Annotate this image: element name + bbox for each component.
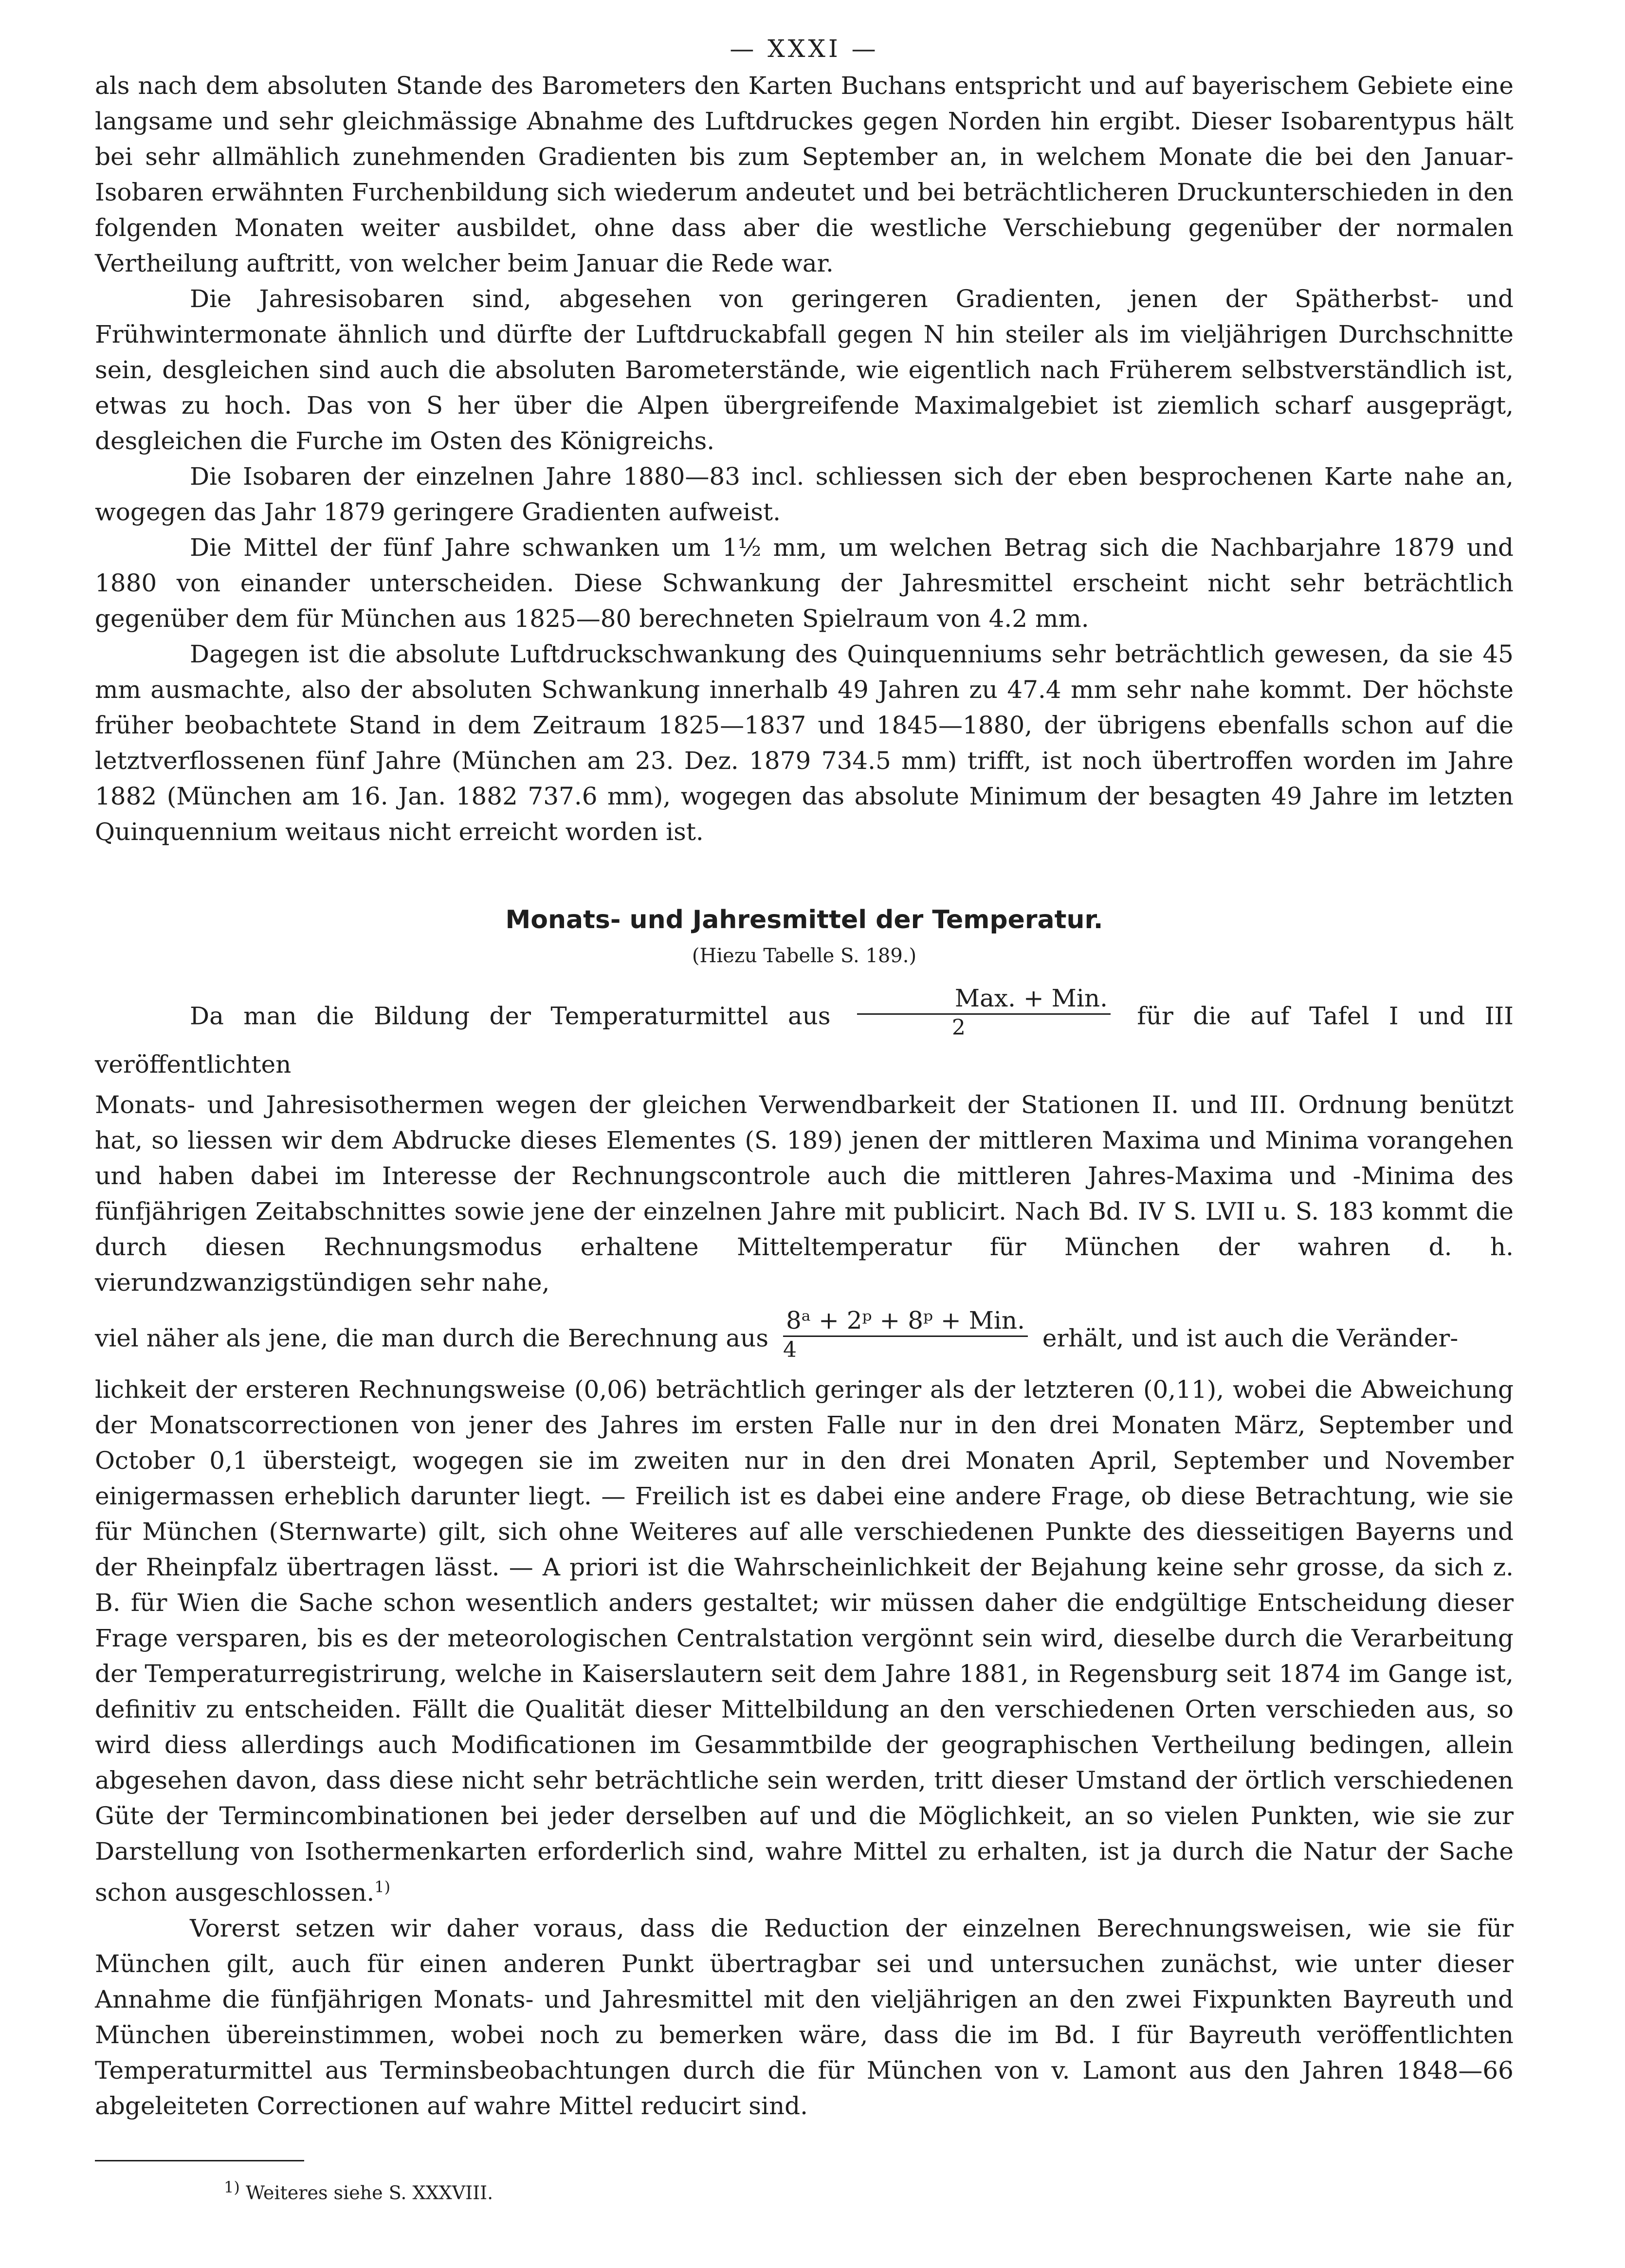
section-title: Monats- und Jahresmittel der Temperatur. (505, 905, 1103, 934)
formula-line-2 (95, 1306, 1514, 1369)
paragraph-variability (95, 1372, 1514, 1911)
paragraph-assumption: Vorerst setzen wir daher voraus, dass die Reduction der einzelnen Berechnungsweisen, wie sie für München gilt, auch für einen anderen Punkt übertragbar sei und untersuchen zunächst, wie unter dieser Annahme die fünfjährigen Monats- und Jahresmittel mit den vieljährigen an den zwei Fixpunkten Bayreuth und München übereinstimmen, wobei noch zu bemerken wäre, dass die im Bd. I für Bayreuth veröffentlichten Temperaturmittel aus Terminsbeobachtungen durch die für München von v. Lamont aus den Jahren 1848—66 abgeleiteten Correctionen auf wahre Mittel reducirt sind. (95, 1914, 1514, 2120)
footnote-mark: 1) (224, 2177, 240, 2196)
fraction-numerator: Max. + Min. (857, 983, 1111, 1015)
formula-2-before: viel näher als jene, die man durch die Berechnung aus (95, 1324, 769, 1353)
paragraph-temperature-method: Monats- und Jahresisothermen wegen der gleichen Verwendbarkeit der Stationen II. und III. Ordnung benützt hat, so liessen wir dem Abdrucke dieses Elementes (S. 189) jenen der mittleren Maxima und Minima vorangehen und haben dabei im Interesse der Rechnungscontrole auch die mittleren Jahres-Maxima und -Minima des fünfjährigen Zeitabschnittes sowie jene der einzelnen Jahre mit publicirt. Nach Bd. IV S. LVII u. S. 183 kommt die durch diesen Rechnungsmodus erhaltene Mitteltemperatur für München der wahren d. h. vierundzwanzigstündigen sehr nahe, (95, 1091, 1514, 1297)
fraction-numerator: 8ᵃ + 2ᵖ + 8ᵖ + Min. (783, 1305, 1028, 1337)
formula-1-before: Da man die Bildung der Temperaturmittel aus (190, 1002, 831, 1030)
formula-line-1 (95, 984, 1514, 1082)
page (95, 29, 1514, 2203)
formula-2-after: erhält, und ist auch die Veränder- (1042, 1324, 1459, 1353)
paragraph-single-years: Die Isobaren der einzelnen Jahre 1880—83 incl. schliessen sich der eben besprochenen Karte nahe an, wogegen das Jahr 1879 geringere Gradienten aufweist. (95, 462, 1514, 526)
formula-1-after: für die auf Tafel I und III veröffentlichten (95, 1002, 1514, 1079)
paragraph-isobar-type: als nach dem absoluten Stande des Barometers den Karten Buchans entspricht und auf bayerischem Gebiete eine langsame und sehr gleichmässige Abnahme des Luftdruckes gegen Norden hin ergibt. Dieser Isobarentypus hält bei sehr allmählich zunehmenden Gradienten bis zum September an, in welchem Monate die bei den Januar-Isobaren erwähnten Furchenbildung sich wiederum andeutet und bei beträchtlicheren Druckunterschieden in den folgenden Monaten weiter ausbildet, ohne dass aber die westliche Verschiebung gegenüber der normalen Vertheilung auftritt, von welcher beim Januar die Rede war. (95, 72, 1514, 277)
fraction-terms (783, 1305, 1028, 1363)
paragraph-variability-text: lichkeit der ersteren Rechnungsweise (0,06) beträchtlich geringer als der letzteren (0,11), wobei die Abweichung der Monatscorrectionen von jener des Jahres im ersten Falle nur in den drei Monaten März, September und October 0,1 übersteigt, wogegen sie im zweiten nur in den drei Monaten April, September und November einigermassen erheblich darunter liegt. — Freilich ist es dabei eine andere Frage, ob diese Betrachtung, wie sie für München (Sternwarte) gilt, sich ohne Weiteres auf alle verschiedenen Punkte des diesseitigen Bayerns und der Rheinpfalz übertragen lässt. — A priori ist die Wahrscheinlichkeit der Bejahung keine sehr grosse, da sich z. B. für Wien die Sache schon wesentlich anders gestaltet; wir müssen daher die endgültige Entscheidung dieser Frage versparen, bis es der meteorologischen Centralstation vergönnt sein wird, dieselbe durch die Verarbeitung der Temperaturregistrirung, welche in Kaiserslautern seit dem Jahre 1881, in Regensburg seit 1874 im Gange ist, definitiv zu entscheiden. Fällt die Qualität dieser Mittelbildung an den verschiedenen Orten verschieden aus, so wird diess allerdings auch Modificationen im Gesammtbilde der geographischen Vertheilung bedingen, allein abgesehen davon, dass diese nicht sehr beträchtliche sein werden, tritt dieser Umstand der örtlich verschiedenen Güte der Termincombinationen bei jeder derselben auf und die Möglichkeit, an so vielen Punkten, wie sie zur Darstellung von Isothermenkarten erforderlich sind, wahre Mittel zu erhalten, ist ja durch die Natur der Sache schon ausgeschlossen. (95, 1375, 1514, 1907)
footnote-reference: 1) (374, 1878, 391, 1896)
footnote-text: Weiteres siehe S. XXXVIII. (245, 2182, 493, 2204)
fraction-max-min (857, 983, 1111, 1041)
page-number: — XXXI — (730, 35, 879, 63)
footnote-divider (95, 2160, 304, 2161)
section-subtitle: (Hiezu Tabelle S. 189.) (692, 945, 917, 967)
paragraph-means-fluctuation: Die Mittel der fünf Jahre schwanken um 1½ mm, um welchen Betrag sich die Nachbarjahre 1879 und 1880 von einander unterscheiden. Diese Schwankung der Jahresmittel erscheint nicht sehr beträchtlich gegenüber dem für München aus 1825—80 berechneten Spielraum von 4.2 mm. (95, 533, 1514, 633)
paragraph-absolute-fluctuation: Dagegen ist die absolute Luftdruckschwankung des Quinquenniums sehr beträchtlich gewesen, da sie 45 mm ausmachte, also der absoluten Schwankung innerhalb 49 Jahren zu 47.4 mm sehr nahe kommt. Der höchste früher beobachtete Stand in dem Zeitraum 1825—1837 und 1845—1880, der übrigens ebenfalls schon auf die letztverflossenen fünf Jahre (München am 23. Dez. 1879 734.5 mm) trifft, ist noch übertroffen worden im Jahre 1882 (München am 16. Jan. 1882 737.6 mm), wogegen das absolute Minimum der besagten 49 Jahre im letzten Quinquennium weitaus nicht erreicht worden ist. (95, 640, 1514, 846)
fraction-denominator: 2 (951, 1015, 966, 1040)
fraction-denominator: 4 (783, 1337, 797, 1362)
footnote (95, 2178, 1514, 2204)
paragraph-annual-isobars: Die Jahresisobaren sind, abgesehen von geringeren Gradienten, jenen der Spätherbst- und Frühwintermonate ähnlich und dürfte der Luftdruckabfall gegen N hin steiler als im vieljährigen Durchschnitte sein, desgleichen sind auch die absoluten Barometerstände, wie eigentlich nach Früherem selbstverständlich ist, etwas zu hoch. Das von S her über die Alpen übergreifende Maximalgebiet ist ziemlich scharf ausgeprägt, desgleichen die Furche im Osten des Königreichs. (95, 285, 1514, 455)
